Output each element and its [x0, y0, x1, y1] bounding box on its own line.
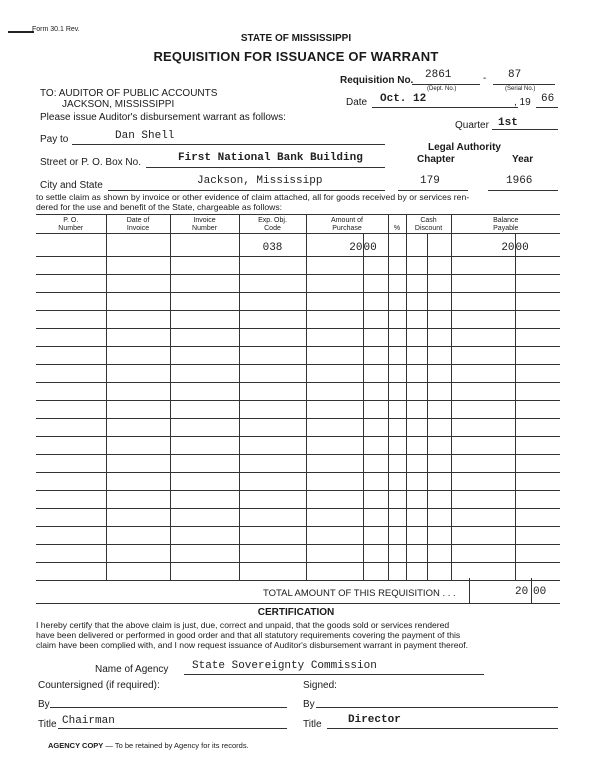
date-year-prefix: , 19	[514, 97, 531, 108]
total-divider	[531, 578, 532, 604]
table-row	[36, 509, 560, 527]
countersigned-label: Countersigned (if required):	[38, 680, 160, 691]
year-line	[488, 190, 558, 191]
table-row	[36, 383, 560, 401]
chapter-line	[398, 190, 468, 191]
quarter-label: Quarter	[455, 120, 489, 131]
agency-value: State Sovereignty Commission	[192, 660, 377, 672]
title-left-value: Chairman	[62, 715, 115, 727]
date-year: 66	[541, 93, 555, 105]
total-dollars: 20	[515, 586, 529, 598]
cell-amount-cents: 00	[363, 234, 388, 257]
pay-to-label: Pay to	[40, 134, 69, 145]
quarter-line	[492, 129, 558, 130]
header-invoice-number: Invoice Number	[170, 215, 239, 234]
table-row	[36, 527, 560, 545]
requisition-label: Requisition No.	[340, 75, 414, 86]
state-heading: STATE OF MISSISSIPPI	[240, 33, 352, 44]
quarter-value: 1st	[498, 117, 518, 129]
title-right-line	[327, 728, 558, 729]
dept-no-caption: (Dept. No.)	[427, 86, 457, 92]
form-title: REQUISITION FOR ISSUANCE OF WARRANT	[153, 49, 439, 64]
serial-no-line	[493, 84, 555, 85]
legal-authority-heading: Legal Authority	[428, 142, 501, 153]
table-row	[36, 275, 560, 293]
form-number: Form 30.1 Rev.	[32, 26, 80, 33]
table-row	[36, 437, 560, 455]
by-left-label: By	[38, 699, 50, 710]
title-right-value: Director	[348, 714, 401, 726]
header-cash-discount: Cash Discount	[406, 215, 451, 234]
to-line2: JACKSON, MISSISSIPPI	[62, 99, 175, 110]
footer-agency-copy: AGENCY COPY	[48, 741, 104, 750]
dept-no-line	[412, 84, 480, 85]
street-value: First National Bank Building	[178, 152, 363, 164]
header-po-number: P. O. Number	[36, 215, 106, 234]
table-row	[36, 563, 560, 581]
certification-line3: claim have been complied with, and I now request issuance of Auditor's disbursement warrant in payment thereof.	[36, 640, 469, 650]
by-right-line	[316, 707, 558, 708]
by-left-line	[50, 707, 287, 708]
date-label: Date	[346, 97, 368, 108]
street-label: Street or P. O. Box No.	[40, 157, 141, 168]
total-bottom-rule	[36, 603, 560, 604]
table-row	[36, 311, 560, 329]
table-row	[36, 293, 560, 311]
requisition-dash: -	[483, 73, 487, 84]
header-date-of-invoice: Date of Invoice	[106, 215, 170, 234]
table-row	[36, 365, 560, 383]
table-header-row	[36, 215, 560, 234]
cell-amount-dollars: 20	[306, 234, 363, 257]
year-label: Year	[512, 154, 534, 165]
cell-balance-cents: 00	[515, 234, 560, 257]
signed-label: Signed:	[303, 680, 337, 691]
pay-to-line	[72, 144, 385, 145]
header-exp-obj-code: Exp. Obj. Code	[239, 215, 306, 234]
to-line1: TO: AUDITOR OF PUBLIC ACCOUNTS	[40, 88, 218, 99]
table-row	[36, 347, 560, 365]
certification-line2: have been delivered or performed in good order and that all statutory requirements covering the payment of this	[36, 630, 461, 640]
header-percent: %	[388, 215, 406, 234]
table-row	[36, 419, 560, 437]
total-cents: 00	[533, 586, 547, 598]
requisition-dept-no: 2861	[425, 69, 452, 81]
title-left-label: Title	[38, 719, 57, 730]
table-row	[36, 257, 560, 275]
date-line	[372, 107, 518, 108]
chapter-value: 179	[420, 175, 440, 187]
total-label: TOTAL AMOUNT OF THIS REQUISITION . . .	[263, 588, 456, 599]
table-row	[36, 455, 560, 473]
cell-balance-dollars: 20	[451, 234, 515, 257]
table-row	[36, 545, 560, 563]
date-value: Oct. 12	[380, 93, 427, 105]
settle-claim-text: to settle claim as shown by invoice or other evidence of claim attached, all for goods received by or services ren-	[36, 192, 470, 202]
agency-label: Name of Agency	[95, 664, 169, 675]
charges-table	[36, 215, 560, 581]
city-line	[108, 190, 385, 191]
serial-no-caption: (Serial No.)	[505, 86, 536, 92]
city-value: Jackson, Mississipp	[197, 175, 323, 187]
footer-retain-note: — To be retained by Agency for its records.	[103, 741, 249, 750]
chapter-label: Chapter	[417, 154, 455, 165]
table-row	[36, 401, 560, 419]
city-label: City and State	[40, 180, 103, 191]
agency-line	[184, 674, 484, 675]
certification-heading: CERTIFICATION	[257, 607, 335, 618]
settle-claim-text-2: dered for the use and benefit of the State, chargeable as follows:	[36, 202, 283, 212]
table-row	[36, 329, 560, 347]
table-row	[36, 491, 560, 509]
year-value: 1966	[506, 175, 533, 187]
certification-line1: I hereby certify that the above claim is just, due, correct and unpaid, that the goods sold or services rendered	[36, 620, 450, 630]
disbursement-instruction: Please issue Auditor's disbursement warrant as follows:	[40, 112, 286, 123]
footer-note	[48, 741, 249, 750]
pay-to-value: Dan Shell	[115, 130, 175, 142]
requisition-serial-no: 87	[508, 69, 522, 81]
title-right-label: Title	[303, 719, 322, 730]
date-year-line	[536, 107, 558, 108]
header-amount-of-purchase: Amount of Purchase	[306, 215, 388, 234]
total-box-left	[469, 578, 470, 604]
title-left-line	[58, 728, 287, 729]
street-line	[146, 167, 385, 168]
table-row	[36, 234, 560, 257]
by-right-label: By	[303, 699, 315, 710]
table-row	[36, 473, 560, 491]
header-balance-payable: Balance Payable	[451, 215, 560, 234]
cell-exp-obj-code: 038	[239, 234, 306, 257]
